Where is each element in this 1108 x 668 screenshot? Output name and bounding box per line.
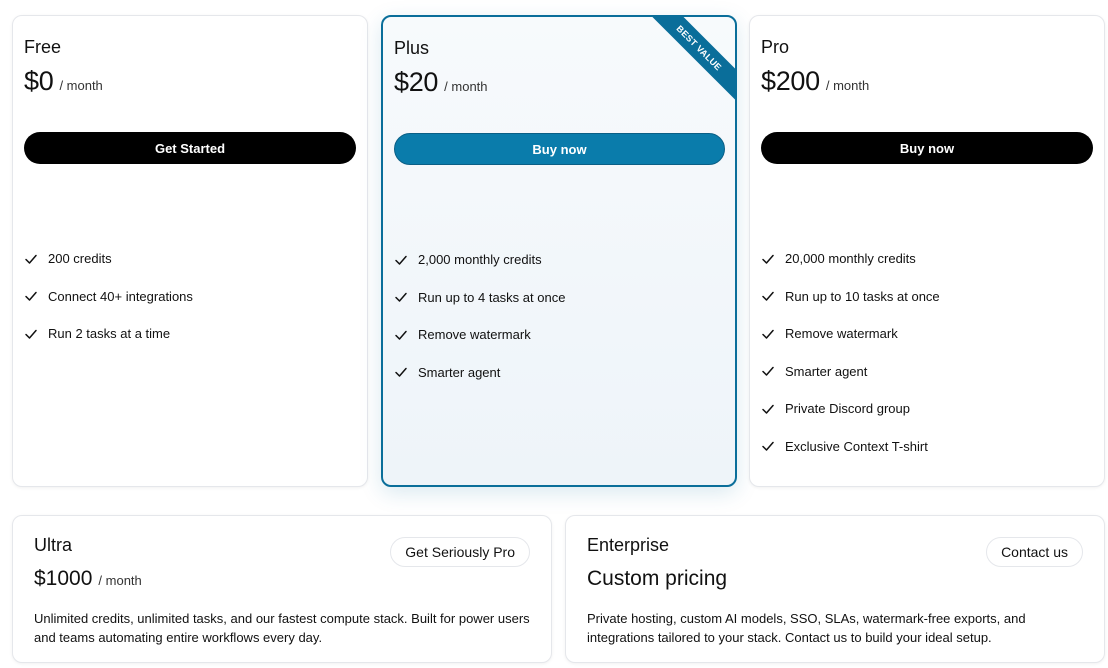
price-row	[761, 66, 869, 97]
plan-name: Free	[24, 37, 62, 57]
feature-item	[761, 390, 940, 428]
feature-item	[761, 315, 940, 353]
check-icon	[761, 364, 775, 378]
plan-price: $0	[24, 66, 54, 96]
plan-price: $200	[761, 66, 820, 96]
get-started-button[interactable]: Get Started	[24, 132, 356, 164]
plan-name: Pro	[761, 37, 790, 57]
feature-item	[394, 354, 565, 392]
feature-label: 200 credits	[48, 251, 112, 267]
plan-card-enterprise	[565, 515, 1105, 663]
feature-item	[761, 278, 940, 316]
plan-price: Custom pricing	[587, 567, 728, 590]
feature-label: Run 2 tasks at a time	[48, 326, 171, 342]
plan-description: Unlimited credits, unlimited tasks, and our fastest compute stack. Built for power users and teams automating entire workflows every day.	[34, 611, 530, 645]
feature-label: Exclusive Context T-shirt	[785, 438, 928, 454]
feature-item	[394, 241, 565, 279]
buy-now-button[interactable]: Buy now	[394, 133, 725, 165]
price-row	[34, 567, 142, 591]
best-value-ribbon	[635, 17, 735, 117]
price-period: / month	[444, 79, 488, 94]
get-seriously-pro-button[interactable]: Get Seriously Pro	[390, 537, 530, 567]
plan-name: Enterprise	[587, 535, 670, 555]
check-icon	[394, 328, 408, 342]
feature-label: 2,000 monthly credits	[418, 252, 542, 268]
price-period: / month	[59, 78, 103, 93]
price-row	[24, 66, 103, 97]
feature-label: Run up to 10 tasks at once	[785, 288, 940, 304]
feature-label: Run up to 4 tasks at once	[418, 289, 566, 305]
feature-label: Connect 40+ integrations	[48, 288, 193, 304]
feature-list	[394, 241, 565, 391]
plan-card-pro	[749, 15, 1105, 487]
best-value-badge: BEST VALUE	[642, 17, 735, 105]
feature-label: Private Discord group	[785, 401, 910, 417]
check-icon	[761, 289, 775, 303]
feature-label: Remove watermark	[418, 327, 531, 343]
price-row	[394, 67, 488, 98]
plan-name: Ultra	[34, 535, 73, 555]
plan-description: Private hosting, custom AI models, SSO, SLAs, watermark-free exports, and integrations tailored to your stack. Contact us to build your ideal setup.	[587, 611, 1026, 645]
feature-item	[24, 278, 193, 316]
check-icon	[24, 327, 38, 341]
feature-item	[394, 279, 565, 317]
feature-label: 20,000 monthly credits	[785, 251, 916, 267]
check-icon	[24, 289, 38, 303]
feature-label: Smarter agent	[785, 363, 868, 379]
feature-item	[761, 428, 940, 466]
check-icon	[761, 439, 775, 453]
feature-item	[761, 240, 940, 278]
plan-card-free	[12, 15, 368, 487]
plan-price: $20	[394, 67, 439, 97]
check-icon	[394, 290, 408, 304]
feature-list	[24, 240, 193, 353]
check-icon	[394, 365, 408, 379]
plan-card-ultra	[12, 515, 552, 663]
feature-item	[24, 315, 193, 353]
plan-card-plus	[381, 15, 737, 487]
feature-list	[761, 240, 940, 465]
feature-label: Remove watermark	[785, 326, 898, 342]
check-icon	[394, 253, 408, 267]
buy-now-button[interactable]: Buy now	[761, 132, 1093, 164]
price-period: / month	[825, 78, 870, 93]
feature-item	[394, 316, 565, 354]
plan-price: $1000	[34, 567, 93, 590]
check-icon	[761, 402, 775, 416]
check-icon	[24, 252, 38, 266]
feature-label: Smarter agent	[418, 364, 501, 380]
feature-item	[761, 353, 940, 391]
feature-item	[24, 240, 193, 278]
check-icon	[761, 252, 775, 266]
contact-us-button[interactable]: Contact us	[986, 537, 1083, 567]
check-icon	[761, 327, 775, 341]
plan-name: Plus	[394, 38, 430, 58]
price-period: / month	[98, 573, 142, 588]
